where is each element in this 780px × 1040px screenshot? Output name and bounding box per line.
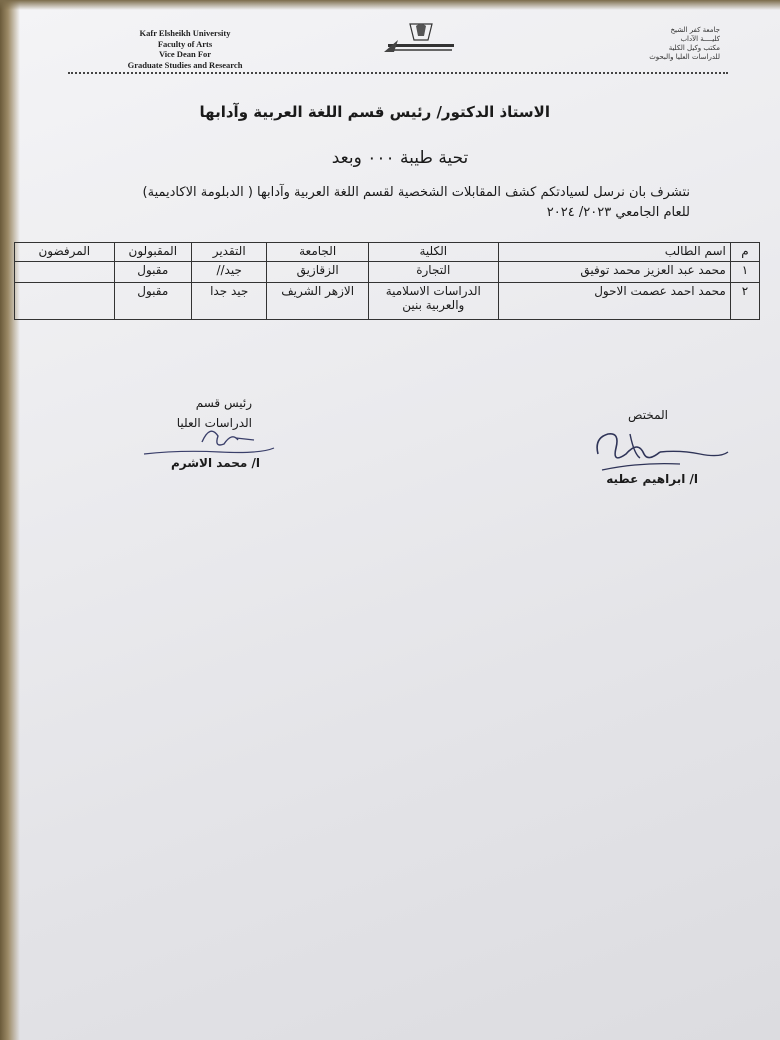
cell-num: ١ (730, 262, 759, 283)
paper-shadow-top (0, 0, 780, 10)
letter-body (110, 183, 690, 223)
body-line: نتشرف بان نرسل لسيادتكم كشف المقابلات الشخصية لقسم اللغة العربية وآدابها ( الدبلومة الاكاديمية) (142, 185, 690, 200)
header-faculty: الكلية (368, 243, 498, 262)
university-logo (380, 20, 462, 62)
header-arabic-line: مكتب وكيل الكلية (668, 44, 720, 52)
header-english-line: Kafr Elsheikh University (139, 28, 231, 38)
cell-name: محمد احمد عصمت الاحول (498, 283, 730, 320)
header-rejected: المرفضون (15, 243, 115, 262)
cell-university: الزقازيق (267, 262, 369, 283)
table-row (15, 262, 760, 283)
handwritten-signature-left (140, 418, 280, 458)
cell-faculty: التجارة (368, 262, 498, 283)
greeting-line: تحية طيبة ٠٠٠ وبعد (331, 148, 469, 168)
addressee-line: الاستاذ الدكتور/ رئيس قسم اللغة العربية وآدابها (199, 103, 550, 121)
header-university: الجامعة (267, 243, 369, 262)
header-arabic-line: جامعة كفر الشيخ (670, 26, 720, 34)
header-arabic-line: كليــــة الآداب (680, 35, 720, 43)
header-grade: التقدير (192, 243, 267, 262)
header-arabic-line: للدراسات العليا والبحوث (649, 53, 720, 61)
header-english-line: Faculty of Arts (157, 38, 213, 49)
signature-title: المختص (628, 408, 668, 422)
cell-grade: جيد// (192, 262, 267, 283)
cell-accepted: مقبول (114, 262, 191, 283)
cell-rejected (15, 262, 115, 283)
table-header-row (15, 243, 760, 262)
signature-name: ا/ محمد الاشرم (170, 456, 260, 470)
signature-block-right (590, 408, 740, 488)
body-line: للعام الجامعي ٢٠٢٣/ ٢٠٢٤ (546, 205, 690, 220)
header-accepted: المقبولون (114, 243, 191, 262)
cell-university: الازهر الشريف (267, 283, 369, 320)
header-name: اسم الطالب (498, 243, 730, 262)
cell-grade: جيد جدا (192, 283, 267, 320)
signature-title: رئيس قسم (195, 396, 252, 410)
cell-faculty: الدراسات الاسلامية والعربية بنين (368, 283, 498, 320)
header-arabic-block (610, 26, 720, 62)
header-english-line: Graduate Studies and Research (127, 59, 243, 70)
signature-name: ا/ ابراهيم عطيه (606, 472, 698, 486)
header-num: م (730, 243, 759, 262)
header-english-block (100, 28, 270, 70)
students-table (14, 242, 760, 320)
table-row (15, 283, 760, 320)
signature-block-left (140, 396, 280, 476)
cell-rejected (15, 283, 115, 320)
cell-name: محمد عبد العزيز محمد توفيق (498, 262, 730, 283)
header-divider (68, 72, 728, 74)
header-english-line: Vice Dean For (158, 49, 212, 59)
paper-shadow-left (0, 0, 20, 1040)
cell-num: ٢ (730, 283, 759, 320)
signature-title: الدراسات العليا (176, 416, 252, 430)
cell-accepted: مقبول (114, 283, 191, 320)
